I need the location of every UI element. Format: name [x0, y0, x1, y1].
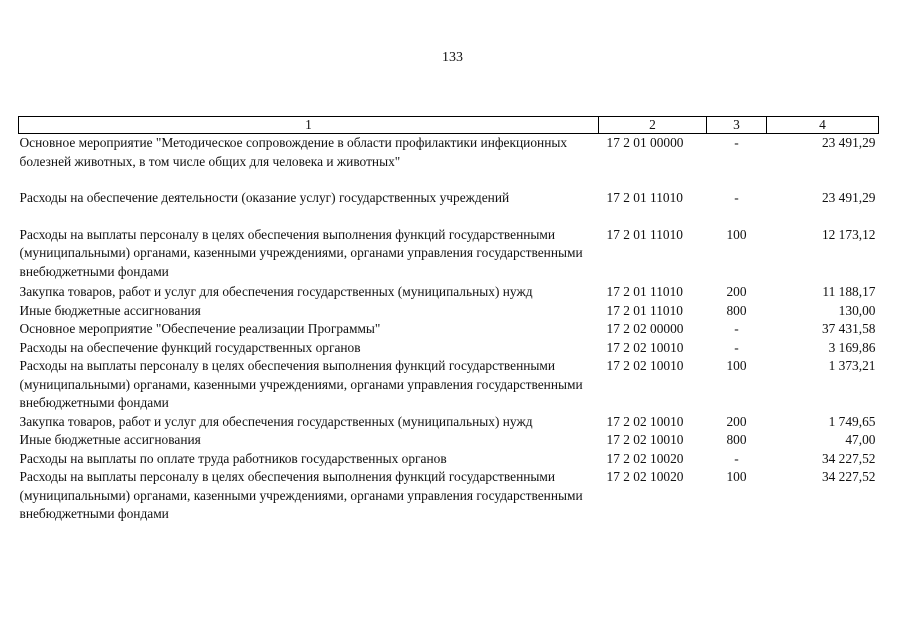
row-code: 17 2 02 10020	[606, 450, 684, 466]
table-row	[19, 339, 879, 358]
row-name: Расходы на обеспечение деятельности (оказание услуг) государственных учреждений	[19, 190, 510, 205]
budget-table	[18, 116, 879, 524]
row-expense-type: 200	[726, 413, 747, 429]
row-name: Основное мероприятие "Методическое сопровождение в области профилактики инфекционных болезней животных, в том числе общих для человека и животных"	[19, 135, 568, 169]
row-amount: 34 227,52	[821, 450, 876, 466]
budget-table-wrapper	[18, 116, 879, 524]
row-amount: 130,00	[838, 302, 876, 318]
row-name: Расходы на выплаты персоналу в целях обеспечения выполнения функций государственными (муниципальными) органами, казенными учреждениями, органами управления государственными внебюджетными фондами	[19, 469, 583, 521]
row-expense-type: -	[734, 135, 739, 150]
row-amount: 11 188,17	[822, 284, 876, 299]
table-row	[19, 302, 879, 321]
row-name: Иные бюджетные ассигнования	[19, 432, 201, 447]
row-code: 17 2 01 00000	[606, 135, 684, 150]
table-body	[19, 134, 879, 524]
table-row	[19, 283, 879, 302]
row-amount: 1 749,65	[828, 413, 876, 429]
row-spacer	[19, 171, 879, 189]
row-expense-type: 800	[726, 432, 747, 447]
row-code: 17 2 01 11010	[606, 226, 683, 242]
row-expense-type: -	[734, 190, 739, 205]
table-row	[19, 320, 879, 339]
header-col-1: 1	[19, 117, 599, 134]
row-amount: 34 227,52	[821, 469, 876, 484]
row-expense-type: -	[734, 450, 739, 466]
row-expense-type: 100	[726, 358, 747, 373]
row-amount: 37 431,58	[821, 321, 876, 336]
row-name: Иные бюджетные ассигнования	[19, 302, 201, 318]
row-name: Расходы на выплаты персоналу в целях обеспечения выполнения функций государственными (муниципальными) органами, казенными учреждениями, органами управления государственными внебюджетными фондами	[19, 358, 583, 410]
row-expense-type: -	[734, 339, 739, 355]
table-header-row	[19, 117, 879, 134]
row-amount: 23 491,29	[821, 135, 876, 150]
row-spacer-cell	[19, 171, 879, 189]
row-code: 17 2 02 10010	[606, 432, 684, 447]
row-expense-type: 100	[726, 469, 747, 484]
row-expense-type: 100	[726, 226, 747, 242]
row-amount: 1 373,21	[828, 358, 876, 373]
row-code: 17 2 02 10010	[606, 413, 684, 429]
row-code: 17 2 01 11010	[606, 284, 683, 299]
row-spacer	[19, 208, 879, 226]
row-name: Закупка товаров, работ и услуг для обеспечения государственных (муниципальных) нужд	[19, 413, 533, 429]
row-code: 17 2 01 11010	[606, 190, 683, 205]
row-amount: 47,00	[845, 432, 876, 447]
table-row	[19, 413, 879, 432]
row-name: Расходы на обеспечение функций государственных органов	[19, 339, 361, 355]
header-col-4: 4	[767, 117, 879, 134]
row-expense-type: 200	[726, 284, 747, 299]
table-row	[19, 189, 879, 208]
row-name: Расходы на выплаты по оплате труда работников государственных органов	[19, 450, 447, 466]
row-code: 17 2 02 10010	[606, 339, 684, 355]
row-amount: 12 173,12	[821, 226, 876, 242]
row-name: Расходы на выплаты персоналу в целях обеспечения выполнения функций государственными (муниципальными) органами, казенными учреждениями, органами управления государственными внебюджетными фондами	[19, 226, 583, 279]
row-name: Основное мероприятие "Обеспечение реализации Программы"	[19, 321, 381, 336]
row-code: 17 2 02 10020	[606, 469, 684, 484]
row-expense-type: 800	[726, 302, 747, 318]
header-col-2: 2	[599, 117, 707, 134]
row-code: 17 2 02 00000	[606, 321, 684, 336]
row-expense-type: -	[734, 321, 739, 336]
header-col-3: 3	[707, 117, 767, 134]
table-row	[19, 357, 879, 413]
row-code: 17 2 02 10010	[606, 358, 684, 373]
row-spacer-cell	[19, 208, 879, 226]
table-row	[19, 226, 879, 282]
row-amount: 3 169,86	[828, 339, 876, 355]
row-name: Закупка товаров, работ и услуг для обеспечения государственных (муниципальных) нужд	[19, 284, 533, 299]
table-row	[19, 134, 879, 172]
row-code: 17 2 01 11010	[606, 302, 683, 318]
table-row	[19, 468, 879, 524]
table-row	[19, 431, 879, 450]
page-number: 133	[442, 50, 463, 65]
row-amount: 23 491,29	[821, 190, 876, 205]
table-row	[19, 450, 879, 469]
